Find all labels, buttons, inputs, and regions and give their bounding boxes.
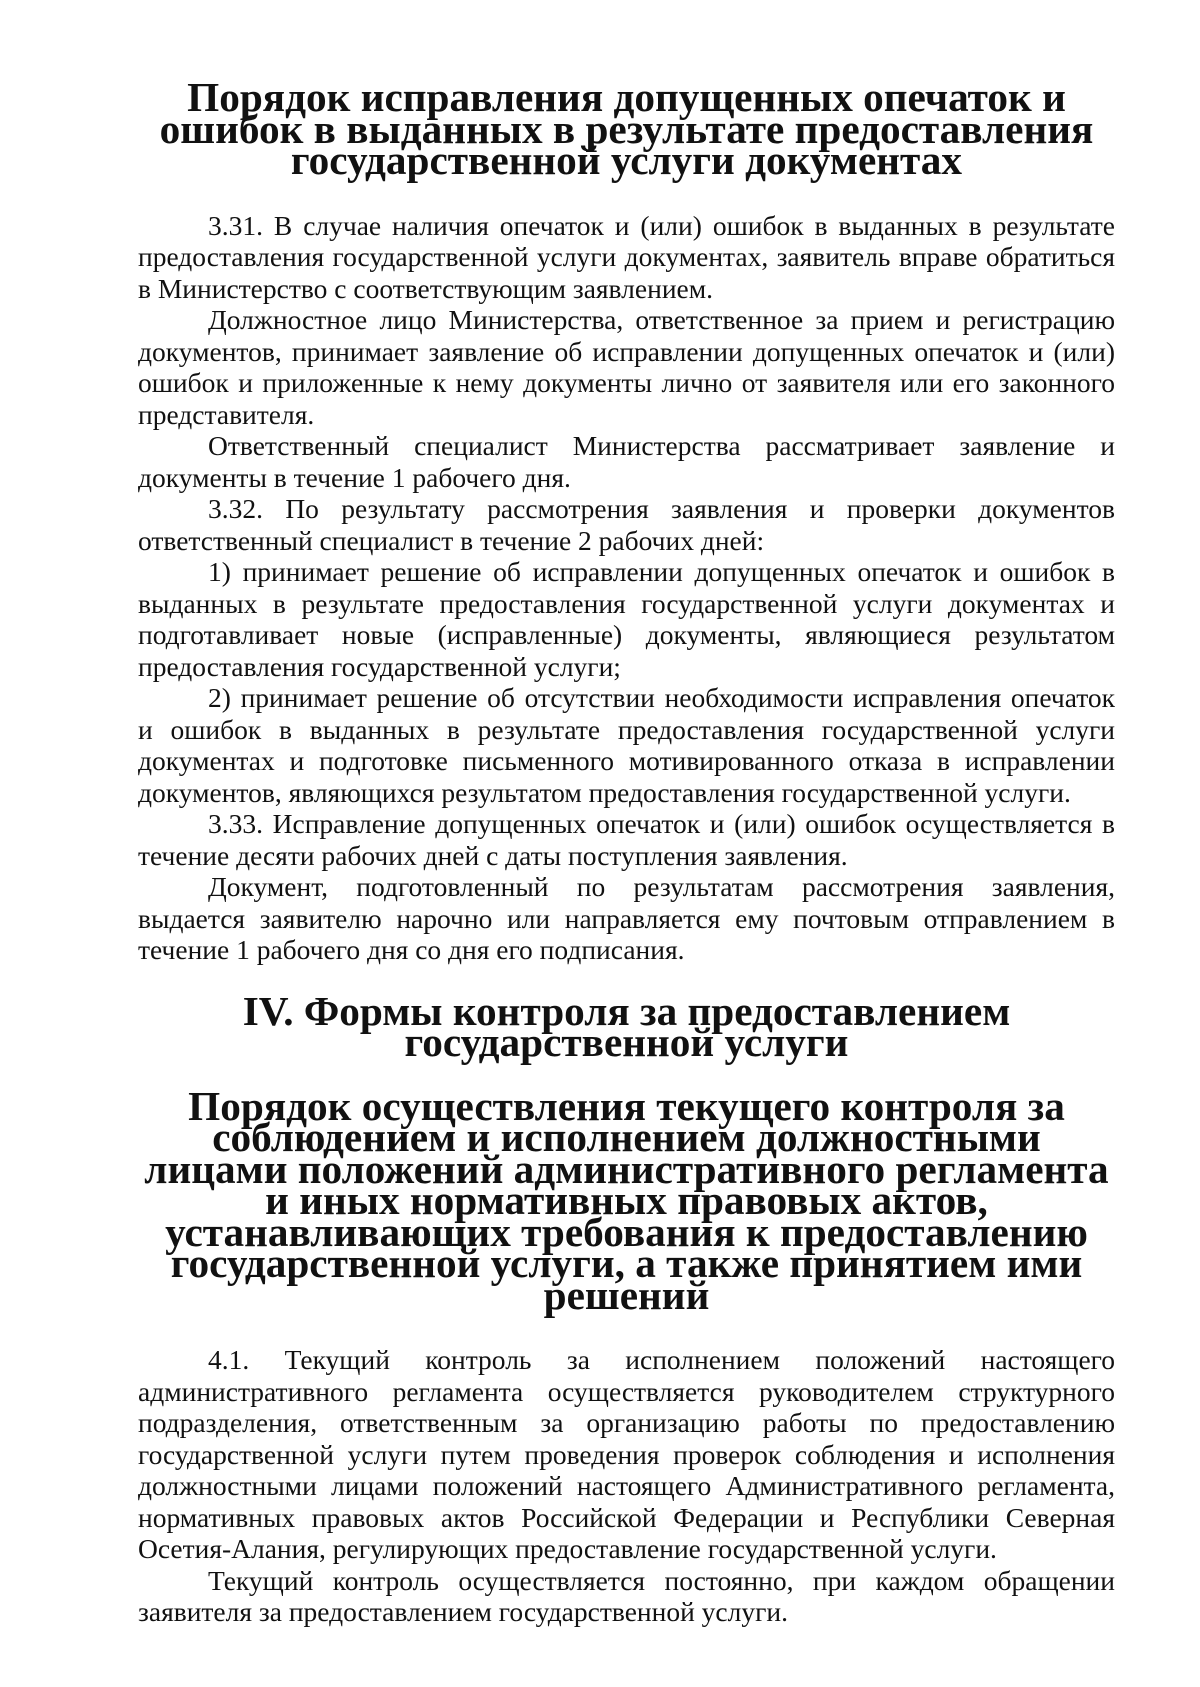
paragraph-3-32: 3.32. По результату рассмотрения заявления и проверки документов ответственный специалист в течение 2 рабочих дней: <box>138 493 1115 556</box>
paragraph-document-issued: Документ, подготовленный по результатам рассмотрения заявления, выдается заявителю нарочно или направляется ему почтовым отправлением в течение 1 рабочего дня со дня его подписания. <box>138 871 1115 965</box>
paragraph-4-1: 4.1. Текущий контроль за исполнением положений настоящего административного регламента осуществляется руководителем структурного подразделения, ответственным за организацию работы по предоставлению государственной услуги путем проведения проверок соблюдения и исполнения должностными лицами положений настоящего Административного регламента, нормативных правовых актов Российской Федерации и Республики Северная Осетия-Алания, регулирующих предоставление государственной услуги. <box>138 1344 1115 1564</box>
paragraph-3-33: 3.33. Исправление допущенных опечаток и (или) ошибок осуществляется в течение десяти рабочих дней с даты поступления заявления. <box>138 808 1115 871</box>
paragraph-specialist-reviews: Ответственный специалист Министерства рассматривает заявление и документы в течение 1 рабочего дня. <box>138 430 1115 493</box>
subheading-current-control: Порядок осуществления текущего контроля за соблюдением и исполнением должностными лицами положений административного регламента и иных нормативных правовых актов, устанавливающих требования к предоставлению государственной услуги, а также принятием ими решений <box>144 1082 1109 1318</box>
section-heading-iv: IV. Формы контроля за предоставлением государственной услуги <box>242 987 1011 1065</box>
paragraph-3-31: 3.31. В случае наличия опечаток и (или) ошибок в выданных в результате предоставления государственной услуги документах, заявитель вправе обратиться в Министерство с соответствующим заявлением. <box>138 209 1115 304</box>
heading-typo-correction: Порядок исправления допущенных опечаток и ошибок в выданных в результате предоставления государственной услуги документах <box>159 74 1094 183</box>
paragraph-item-1: 1) принимает решение об исправлении допущенных опечаток и ошибок в выданных в результате предоставления государственной услуги документах и подготавливает новые (исправленные) документы, являющиеся результатом предоставления государственной услуги; <box>138 556 1115 682</box>
paragraph-item-2: 2) принимает решение об отсутствии необходимости исправления опечаток и ошибок в выданных в результате предоставления государственной услуги документах и подготовке письменного мотивированного отказа в исправлении документов, являющихся результатом предоставления государственной услуги. <box>138 682 1115 808</box>
document-page <box>138 74 1115 1628</box>
paragraph-official-accepts: Должностное лицо Министерства, ответственное за прием и регистрацию документов, принимает заявление об исправлении допущенных опечаток и (или) ошибок и приложенные к нему документы лично от заявителя или его законного представителя. <box>138 304 1115 430</box>
paragraph-constant-control: Текущий контроль осуществляется постоянно, при каждом обращении заявителя за предоставлением государственной услуги. <box>138 1564 1115 1627</box>
